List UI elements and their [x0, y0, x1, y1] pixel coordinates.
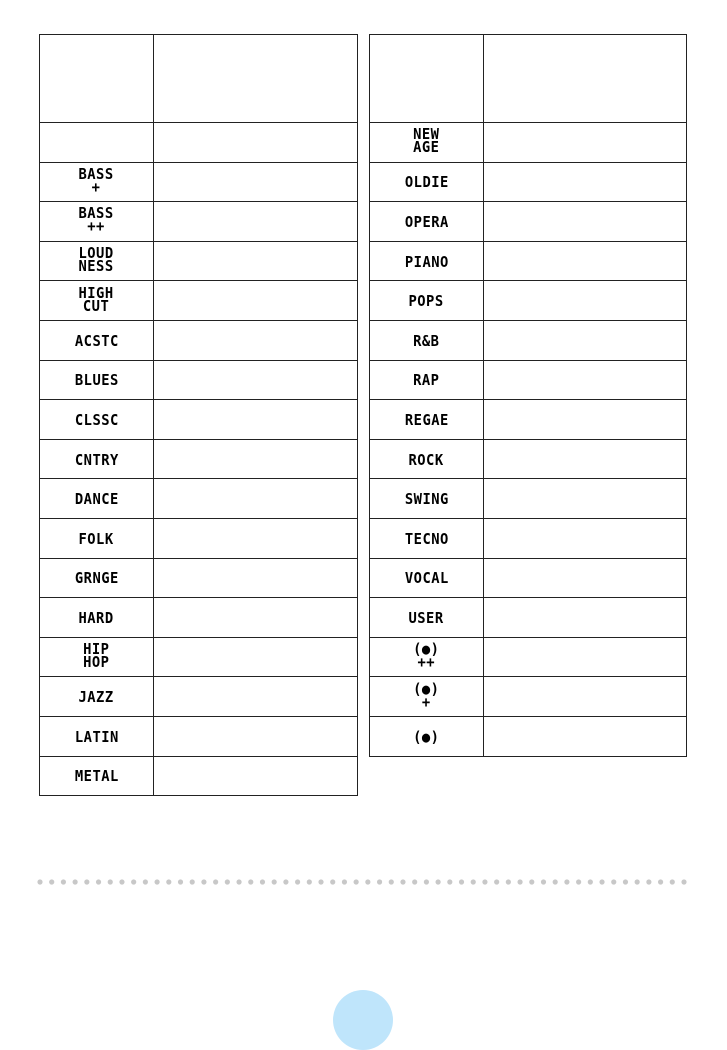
- eq-mode-code-line-1: BASS: [78, 164, 115, 183]
- eq-mode-code-line-2: +: [92, 177, 101, 196]
- eq-mode-code-cell: [40, 558, 154, 598]
- eq-mode-description-cell: [484, 716, 687, 756]
- eq-mode-description-cell: [154, 123, 358, 163]
- eq-mode-code-line-1: (●): [413, 727, 440, 746]
- eq-mode-code-line-2: HOP: [83, 653, 110, 672]
- divider-dot: [119, 879, 124, 884]
- eq-mode-code-cell: [40, 637, 154, 677]
- eq-mode-code-cell: [370, 360, 484, 400]
- table-row: [40, 756, 358, 796]
- eq-mode-description-cell: [484, 400, 687, 440]
- divider-dot: [354, 879, 359, 884]
- table-row: [40, 320, 358, 360]
- eq-mode-code-line-1: OPERA: [404, 212, 449, 231]
- eq-mode-code: [404, 212, 449, 231]
- divider-dot: [599, 879, 604, 884]
- divider-dot: [635, 879, 640, 884]
- eq-mode-code-cell: [40, 123, 154, 163]
- divider-dot: [131, 879, 136, 884]
- eq-mode-code-line-1: BASS: [78, 204, 115, 223]
- eq-mode-code-line-1: REGAE: [404, 410, 449, 429]
- divider-dot: [482, 879, 487, 884]
- eq-mode-code: [78, 244, 115, 276]
- eq-mode-description-cell: [154, 677, 358, 717]
- eq-mode-code-line-1: HARD: [78, 608, 115, 627]
- divider-dot: [681, 879, 686, 884]
- eq-mode-description-cell: [154, 202, 358, 242]
- divider-dot: [108, 879, 113, 884]
- eq-mode-code: [413, 727, 440, 746]
- divider-dot: [201, 879, 206, 884]
- eq-mode-code: [408, 608, 445, 627]
- eq-mode-code-line-1: TECNO: [404, 529, 449, 548]
- divider-dot: [564, 879, 569, 884]
- eq-mode-code-line-1: LATIN: [74, 727, 119, 746]
- eq-mode-code: [413, 640, 440, 672]
- divider-dot: [225, 879, 230, 884]
- divider-dot: [272, 879, 277, 884]
- divider-dot: [576, 879, 581, 884]
- table-row: [40, 637, 358, 677]
- divider-dot: [377, 879, 382, 884]
- eq-mode-code-line-1: DANCE: [74, 490, 119, 509]
- eq-mode-code-cell: [370, 716, 484, 756]
- eq-mode-code-line-1: HIP: [83, 640, 110, 659]
- divider-dot: [260, 879, 265, 884]
- eq-mode-code-cell: [40, 241, 154, 281]
- eq-mode-description-cell: [484, 320, 687, 360]
- eq-mode-code: [78, 608, 115, 627]
- eq-mode-code-cell: [40, 400, 154, 440]
- eq-mode-code-cell: [370, 400, 484, 440]
- divider-dot: [506, 879, 511, 884]
- table-row: [370, 241, 687, 281]
- divider-dot: [143, 879, 148, 884]
- divider-dot: [73, 879, 78, 884]
- eq-mode-code-line-1: CNTRY: [74, 450, 119, 469]
- divider-dot: [412, 879, 417, 884]
- divider-dot: [436, 879, 441, 884]
- table-row: [40, 400, 358, 440]
- eq-mode-description-cell: [484, 677, 687, 717]
- eq-mode-description-cell: [154, 360, 358, 400]
- eq-mode-code-line-2: NESS: [78, 257, 115, 276]
- eq-mode-table-right-body: [370, 35, 687, 757]
- eq-mode-code-line-1: CLSSC: [74, 410, 119, 429]
- eq-mode-code-cell: [370, 281, 484, 321]
- eq-mode-table-left: [39, 34, 358, 796]
- eq-mode-code-line-1: PIANO: [404, 252, 449, 271]
- eq-mode-code-line-1: JAZZ: [78, 688, 115, 707]
- eq-mode-code-line-1: VOCAL: [404, 569, 449, 588]
- eq-mode-description-cell: [484, 202, 687, 242]
- eq-mode-code: [78, 204, 115, 236]
- divider-dot: [400, 879, 405, 884]
- divider-dot: [553, 879, 558, 884]
- eq-mode-code-line-1: BLUES: [74, 371, 119, 390]
- divider-dot: [494, 879, 499, 884]
- eq-mode-description-cell: [484, 123, 687, 163]
- divider-dot: [190, 879, 195, 884]
- eq-mode-code-line-2: ++: [417, 653, 436, 672]
- eq-mode-code-line-1: NEW: [413, 125, 440, 144]
- table-row: [40, 479, 358, 519]
- table-row: [40, 241, 358, 281]
- divider-dot: [49, 879, 54, 884]
- eq-mode-code-line-1: RAP: [413, 371, 440, 390]
- eq-mode-code-line-1: LOUD: [78, 244, 115, 263]
- divider-dot: [295, 879, 300, 884]
- eq-mode-description-cell: [484, 162, 687, 202]
- table-header-row: [40, 35, 358, 123]
- divider-dot: [365, 879, 370, 884]
- divider-dot: [37, 879, 42, 884]
- table-row: [370, 202, 687, 242]
- eq-mode-code: [74, 371, 119, 390]
- eq-mode-code: [83, 640, 110, 672]
- table-row: [370, 360, 687, 400]
- table-row: [370, 162, 687, 202]
- eq-mode-code-cell: [40, 677, 154, 717]
- eq-mode-description-cell: [484, 518, 687, 558]
- eq-mode-code-line-1: GRNGE: [74, 569, 119, 588]
- table-header-row: [370, 35, 687, 123]
- eq-mode-code-line-1: R&B: [413, 331, 440, 350]
- eq-mode-description-cell: [484, 479, 687, 519]
- eq-mode-description-cell: [154, 241, 358, 281]
- eq-mode-code: [404, 173, 449, 192]
- divider-dot: [658, 879, 663, 884]
- eq-mode-code-line-1: ROCK: [408, 450, 445, 469]
- divider-dot: [517, 879, 522, 884]
- eq-mode-code-cell: [370, 479, 484, 519]
- divider-dot: [283, 879, 288, 884]
- eq-mode-code: [404, 490, 449, 509]
- eq-mode-code-line-2: +: [422, 692, 431, 711]
- eq-mode-description-cell: [484, 241, 687, 281]
- eq-mode-code-cell: [370, 637, 484, 677]
- eq-mode-description-cell: [154, 518, 358, 558]
- eq-mode-code: [74, 767, 119, 786]
- header-cell-description: [154, 35, 358, 123]
- divider-dot: [588, 879, 593, 884]
- header-cell-description: [484, 35, 687, 123]
- eq-mode-code-cell: [370, 518, 484, 558]
- table-row: [370, 479, 687, 519]
- divider-dot: [670, 879, 675, 884]
- table-row: [370, 716, 687, 756]
- eq-mode-code-cell: [370, 598, 484, 638]
- divider-dot: [166, 879, 171, 884]
- divider-dot: [471, 879, 476, 884]
- divider-dot: [529, 879, 534, 884]
- eq-mode-description-cell: [154, 716, 358, 756]
- eq-mode-code-cell: [370, 162, 484, 202]
- table-row: [40, 598, 358, 638]
- eq-mode-description-cell: [154, 320, 358, 360]
- divider-dot: [213, 879, 218, 884]
- eq-mode-table-right: [369, 34, 687, 757]
- divider-dot: [236, 879, 241, 884]
- eq-mode-code-cell: [40, 479, 154, 519]
- eq-mode-table-left-body: [40, 35, 358, 796]
- eq-mode-code-cell: [40, 360, 154, 400]
- eq-mode-code-line-1: OLDIE: [404, 173, 449, 192]
- table-row: [40, 202, 358, 242]
- eq-mode-code-cell: [40, 716, 154, 756]
- table-row: [370, 598, 687, 638]
- table-row: [40, 123, 358, 163]
- table-row: [40, 677, 358, 717]
- eq-mode-code: [404, 252, 449, 271]
- eq-mode-code: [413, 371, 440, 390]
- table-row: [370, 320, 687, 360]
- eq-mode-code: [413, 331, 440, 350]
- divider-dot: [541, 879, 546, 884]
- eq-mode-code: [74, 410, 119, 429]
- eq-mode-code-cell: [370, 677, 484, 717]
- eq-mode-code-cell: [40, 281, 154, 321]
- divider-dot: [342, 879, 347, 884]
- table-row: [40, 439, 358, 479]
- eq-mode-code: [413, 125, 440, 157]
- eq-mode-code-line-1: POPS: [408, 292, 445, 311]
- eq-mode-code: [74, 490, 119, 509]
- eq-mode-code-cell: [40, 518, 154, 558]
- eq-mode-code: [78, 283, 115, 315]
- divider-dot: [61, 879, 66, 884]
- divider-dot: [318, 879, 323, 884]
- eq-mode-code: [74, 569, 119, 588]
- eq-mode-description-cell: [154, 439, 358, 479]
- eq-mode-code: [404, 569, 449, 588]
- eq-mode-code-line-1: METAL: [74, 767, 119, 786]
- table-row: [370, 558, 687, 598]
- eq-mode-code-cell: [40, 439, 154, 479]
- divider-dot: [330, 879, 335, 884]
- eq-mode-code: [404, 529, 449, 548]
- divider-dot: [424, 879, 429, 884]
- divider-dot: [96, 879, 101, 884]
- table-row: [370, 400, 687, 440]
- divider-dot: [389, 879, 394, 884]
- divider-dot: [447, 879, 452, 884]
- eq-mode-code-cell: [370, 202, 484, 242]
- divider-dot: [178, 879, 183, 884]
- table-row: [40, 558, 358, 598]
- eq-mode-code-line-1: FOLK: [78, 529, 115, 548]
- table-row: [370, 677, 687, 717]
- divider-dot: [646, 879, 651, 884]
- eq-mode-description-cell: [154, 598, 358, 638]
- eq-mode-description-cell: [154, 637, 358, 677]
- eq-mode-code: [78, 164, 115, 196]
- page-number-badge: [333, 990, 393, 1050]
- eq-mode-code-cell: [370, 320, 484, 360]
- table-row: [370, 518, 687, 558]
- table-row: [40, 716, 358, 756]
- table-row: [40, 360, 358, 400]
- eq-mode-code: [78, 688, 115, 707]
- eq-mode-code-cell: [40, 320, 154, 360]
- eq-mode-code: [413, 679, 440, 711]
- eq-mode-description-cell: [154, 756, 358, 796]
- eq-mode-description-cell: [154, 281, 358, 321]
- eq-mode-code-line-1: HIGH: [78, 283, 115, 302]
- eq-mode-code: [404, 410, 449, 429]
- eq-mode-description-cell: [484, 637, 687, 677]
- divider-dot: [154, 879, 159, 884]
- eq-mode-code-line-1: ACSTC: [74, 331, 119, 350]
- table-row: [370, 439, 687, 479]
- header-cell-code: [370, 35, 484, 123]
- divider-dot: [307, 879, 312, 884]
- eq-mode-description-cell: [154, 479, 358, 519]
- table-row: [370, 637, 687, 677]
- eq-mode-code: [78, 529, 115, 548]
- eq-mode-description-cell: [154, 162, 358, 202]
- eq-mode-code-cell: [370, 123, 484, 163]
- eq-mode-description-cell: [484, 558, 687, 598]
- divider-dot: [248, 879, 253, 884]
- eq-mode-code-cell: [40, 202, 154, 242]
- table-row: [370, 123, 687, 163]
- table-row: [40, 281, 358, 321]
- eq-mode-code-cell: [370, 558, 484, 598]
- divider-dot: [623, 879, 628, 884]
- eq-mode-code-line-2: AGE: [413, 138, 440, 157]
- eq-mode-description-cell: [154, 558, 358, 598]
- header-cell-code: [40, 35, 154, 123]
- eq-mode-code-line-1: USER: [408, 608, 445, 627]
- eq-mode-description-cell: [484, 598, 687, 638]
- eq-mode-description-cell: [484, 281, 687, 321]
- divider-dot: [459, 879, 464, 884]
- divider-dot: [611, 879, 616, 884]
- eq-mode-code: [408, 292, 445, 311]
- eq-mode-code-cell: [40, 598, 154, 638]
- table-row: [40, 162, 358, 202]
- eq-mode-code: [74, 331, 119, 350]
- eq-mode-description-cell: [154, 400, 358, 440]
- eq-mode-code-line-2: ++: [87, 217, 106, 236]
- divider-dot: [84, 879, 89, 884]
- eq-mode-code-line-1: SWING: [404, 490, 449, 509]
- eq-mode-code-cell: [370, 439, 484, 479]
- eq-mode-code: [74, 450, 119, 469]
- eq-mode-code: [408, 450, 445, 469]
- eq-mode-code-line-2: CUT: [83, 296, 110, 315]
- eq-mode-code-cell: [40, 756, 154, 796]
- eq-mode-code: [74, 727, 119, 746]
- eq-mode-description-cell: [484, 439, 687, 479]
- eq-mode-code-cell: [370, 241, 484, 281]
- eq-mode-code-cell: [40, 162, 154, 202]
- table-row: [40, 518, 358, 558]
- eq-mode-description-cell: [484, 360, 687, 400]
- dotted-divider: [37, 878, 687, 886]
- table-row: [370, 281, 687, 321]
- eq-mode-code-line-1: (●): [413, 640, 440, 659]
- eq-mode-code-line-1: (●): [413, 679, 440, 698]
